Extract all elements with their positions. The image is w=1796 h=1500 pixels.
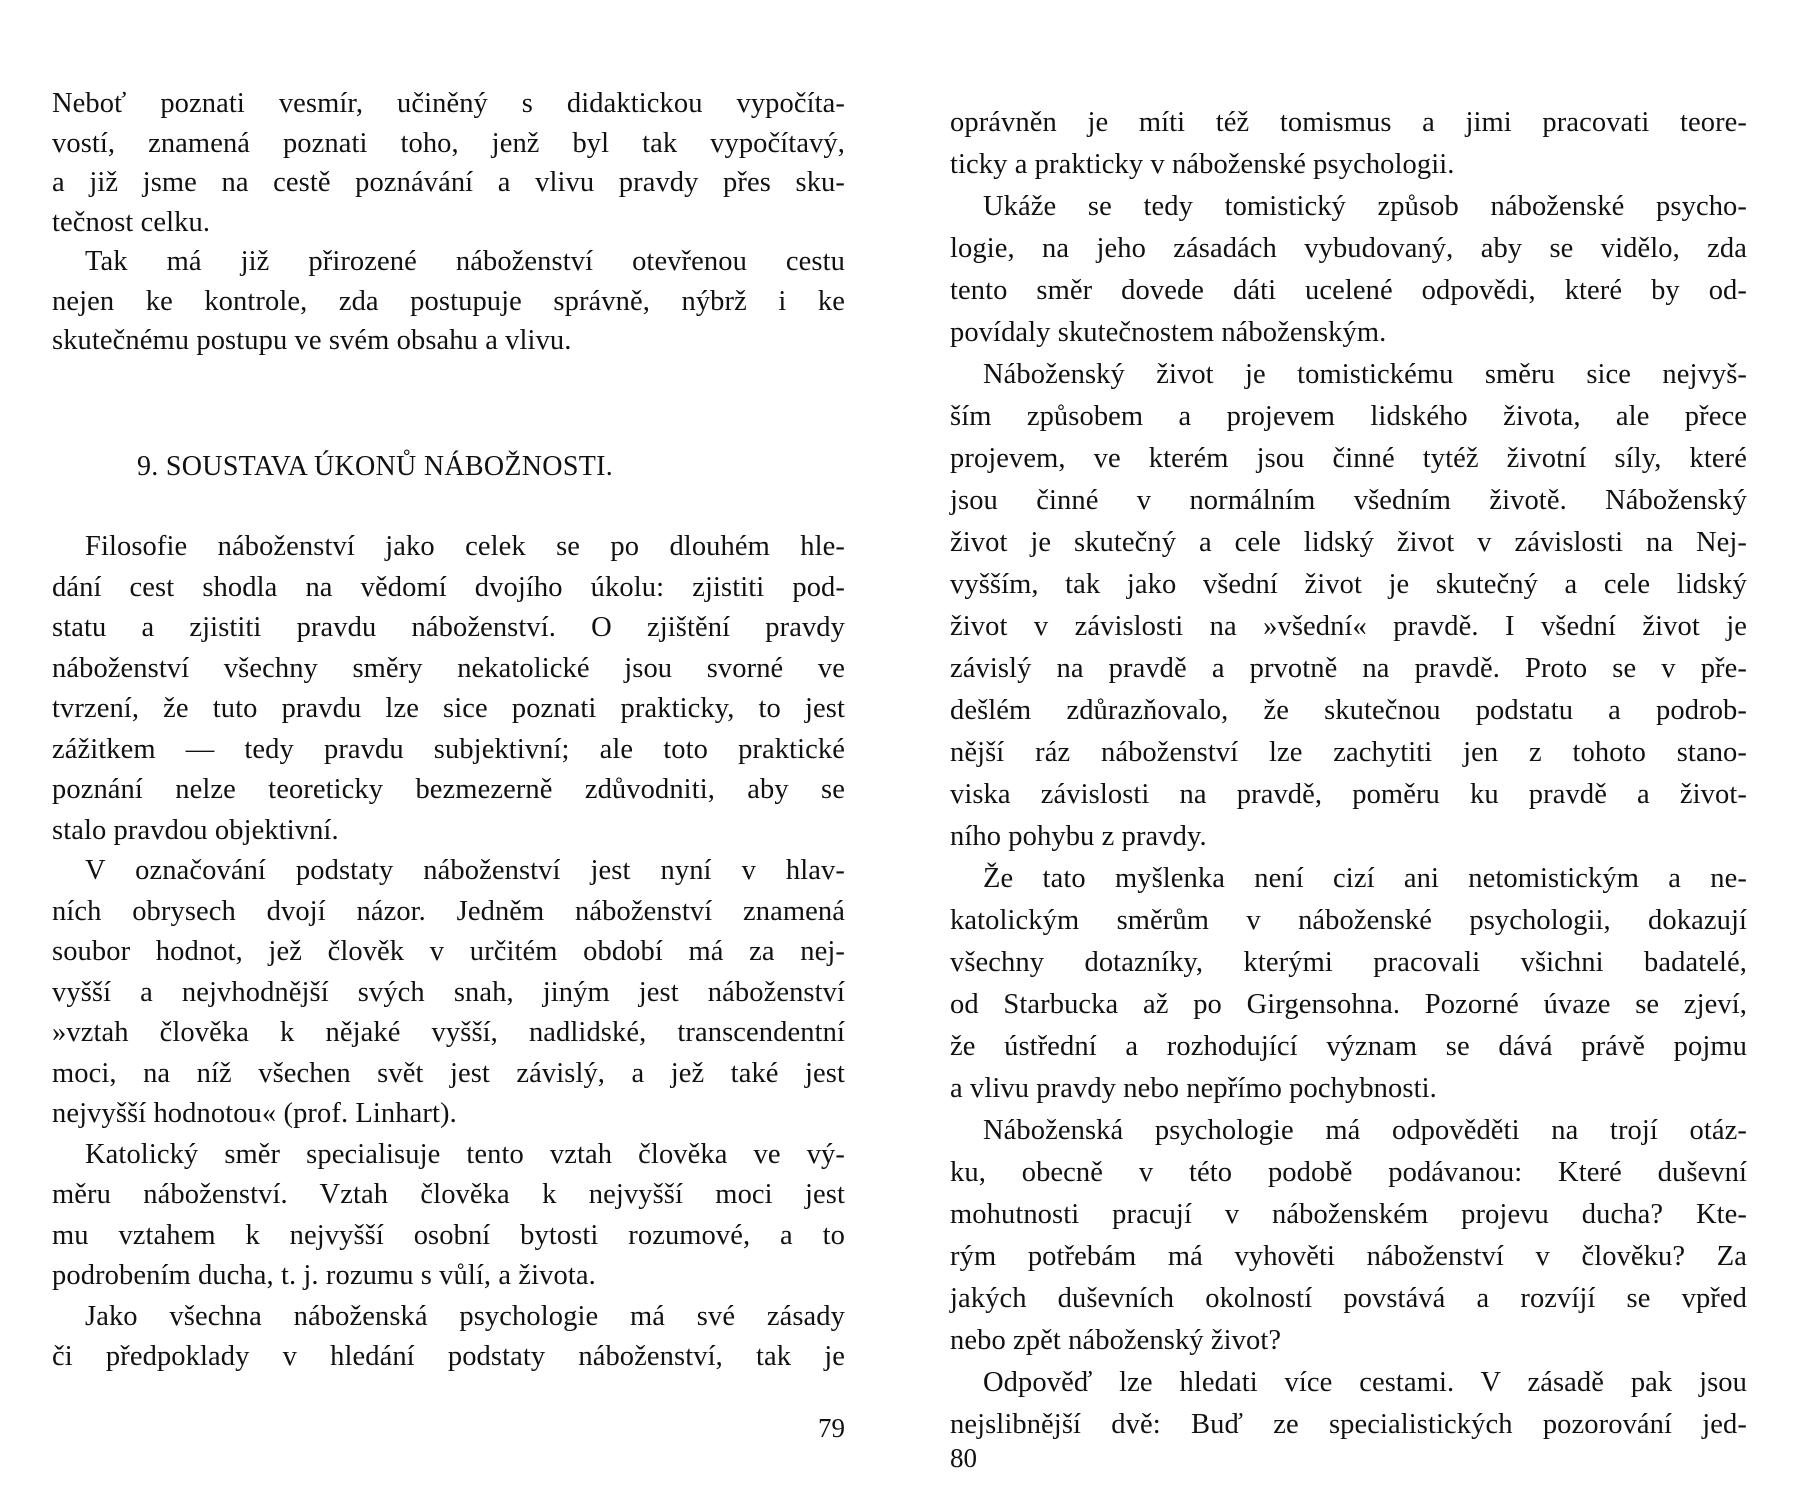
text-line: Tak má již přirozené náboženství otevřenou cestu — [85, 246, 845, 277]
text-line: všechny dotazníky, kterými pracovali všichni badatelé, — [950, 947, 1747, 978]
page-number-left: 79 — [818, 1413, 845, 1443]
text-line: tvrzení, že tuto pravdu lze sice poznati prakticky, to jest — [52, 693, 845, 724]
text-line: Jako všechna náboženská psychologie má své zásady — [85, 1300, 845, 1332]
text-line: od Starbucka až po Girgensohna. Pozorné úvaze se zjeví, — [950, 989, 1747, 1020]
text-line: nebo zpět náboženský život? — [950, 1325, 1282, 1356]
page-number-right: 80 — [950, 1443, 977, 1473]
text-line: zážitkem — tedy pravdu subjektivní; ale toto praktické — [52, 733, 845, 765]
text-line: dání cest shodla na vědomí dvojího úkolu: zjistiti pod- — [52, 571, 845, 603]
text-line: jakých duševních okolností povstává a rozvíjí se vpřed — [950, 1283, 1747, 1314]
text-line: nejen ke kontrole, zda postupuje správně, nýbrž i ke — [52, 285, 845, 317]
text-line: ku, obecně v této podobě podávanou: Které duševní — [950, 1157, 1747, 1188]
text-line: nejvyšší hodnotou« (prof. Linhart). — [52, 1098, 457, 1129]
text-line: rým potřebám má vyhověti náboženství v člověku? Za — [950, 1241, 1747, 1272]
text-line: Filosofie náboženství jako celek se po dlouhém hle- — [85, 531, 845, 562]
text-line: závislý na pravdě a prvotně na pravdě. Proto se v pře- — [950, 653, 1747, 684]
text-line: nější ráz náboženství lze zachytiti jen z tohoto stano- — [950, 737, 1747, 768]
text-line: jsou činné v normálním všedním životě. Náboženský — [950, 485, 1747, 516]
text-line: Že tato myšlenka není cizí ani netomistickým a ne- — [983, 863, 1747, 894]
text-line: měru náboženství. Vztah člověka k nejvyšší moci jest — [52, 1179, 845, 1210]
text-line: a vlivu pravdy nebo nepřímo pochybnosti. — [950, 1073, 1437, 1104]
text-line: a již jsme na cestě poznávání a vlivu pravdy přes sku- — [52, 167, 845, 198]
text-line: ního pohybu z pravdy. — [950, 821, 1207, 852]
text-line: statu a zjistiti pravdu náboženství. O zjištění pravdy — [52, 612, 845, 643]
text-line: Náboženská psychologie má odpověděti na trojí otáz- — [983, 1115, 1747, 1146]
text-line: oprávněn je míti též tomismus a jimi pracovati teore- — [950, 107, 1747, 138]
page-79 — [52, 0, 845, 1500]
text-line: Ukáže se tedy tomistický způsob náboženské psycho- — [983, 191, 1747, 222]
text-line: logie, na jeho zásadách vybudovaný, aby se vidělo, zda — [950, 233, 1747, 264]
text-line: mu vztahem k nejvyšší osobní bytosti rozumové, a to — [52, 1219, 845, 1251]
text-line: poznání nelze teoreticky bezmezerně zdůvodniti, aby se — [52, 774, 845, 805]
text-line: vyšším, tak jako všední život je skutečný a cele lidský — [950, 569, 1747, 600]
text-line: projevem, ve kterém jsou činné tytéž životní síly, které — [950, 443, 1747, 474]
text-line: že ústřední a rozhodující význam se dává právě pojmu — [950, 1031, 1747, 1062]
page-80 — [950, 0, 1747, 1500]
text-line: nejslibnější dvě: Buď ze specialistických pozorování jed- — [950, 1409, 1747, 1440]
text-line: ních obrysech dvojí názor. Jedněm náboženství znamená — [52, 895, 845, 927]
text-line: náboženství všechny směry nekatolické jsou svorné ve — [52, 652, 845, 684]
text-line: tečnost celku. — [52, 206, 211, 238]
text-line: ším způsobem a projevem lidského života, ale přece — [950, 401, 1747, 432]
text-line: ticky a prakticky v náboženské psychologii. — [950, 149, 1455, 180]
text-line: život je skutečný a cele lidský život v závislosti na Nej- — [950, 527, 1747, 558]
section-heading: 9. SOUSTAVA ÚKONŮ NÁBOŽNOSTI. — [137, 451, 614, 482]
text-line: soubor hodnot, jež člověk v určitém období má za nej- — [52, 936, 845, 967]
text-line: stalo pravdou objektivní. — [52, 814, 339, 846]
text-line: V označování podstaty náboženství jest nyní v hlav- — [85, 855, 845, 886]
text-line: Náboženský život je tomistickému směru sice nejvyš- — [983, 359, 1747, 390]
text-line: viska závislosti na pravdě, poměru ku pravdě a život- — [950, 779, 1747, 810]
text-line: podrobením ducha, t. j. rozumu s vůlí, a života. — [52, 1260, 596, 1291]
text-line: moci, na níž všechen svět jest závislý, a jež také jest — [52, 1057, 845, 1089]
text-line: vyšší a nejvhodnější svých snah, jiným jest náboženství — [52, 976, 845, 1008]
text-line: dešlém zdůrazňovalo, že skutečnou podstatu a podrob- — [950, 695, 1747, 726]
text-line: povídaly skutečnostem náboženským. — [950, 317, 1387, 348]
text-line: »vztah člověka k nějaké vyšší, nadlidské, transcendentní — [52, 1017, 845, 1048]
text-line: tento směr dovede dáti ucelené odpovědi, které by od- — [950, 275, 1747, 306]
text-line: Neboť poznati vesmír, učiněný s didaktickou vypočíta- — [52, 88, 845, 119]
text-line: skutečnému postupu ve svém obsahu a vlivu. — [52, 325, 572, 356]
text-line: katolickým směrům v náboženské psychologii, dokazují — [950, 905, 1747, 936]
text-line: Odpověď lze hledati více cestami. V zásadě pak jsou — [983, 1367, 1747, 1398]
text-line: život v závislosti na »všední« pravdě. I všední život je — [950, 611, 1747, 642]
text-line: vostí, znamená poznati toho, jenž byl tak vypočítavý, — [52, 127, 845, 159]
text-line: Katolický směr specialisuje tento vztah člověka ve vý- — [85, 1138, 845, 1170]
text-line: či předpoklady v hledání podstaty náboženství, tak je — [52, 1341, 845, 1372]
text-line: mohutnosti pracují v náboženském projevu ducha? Kte- — [950, 1199, 1747, 1230]
